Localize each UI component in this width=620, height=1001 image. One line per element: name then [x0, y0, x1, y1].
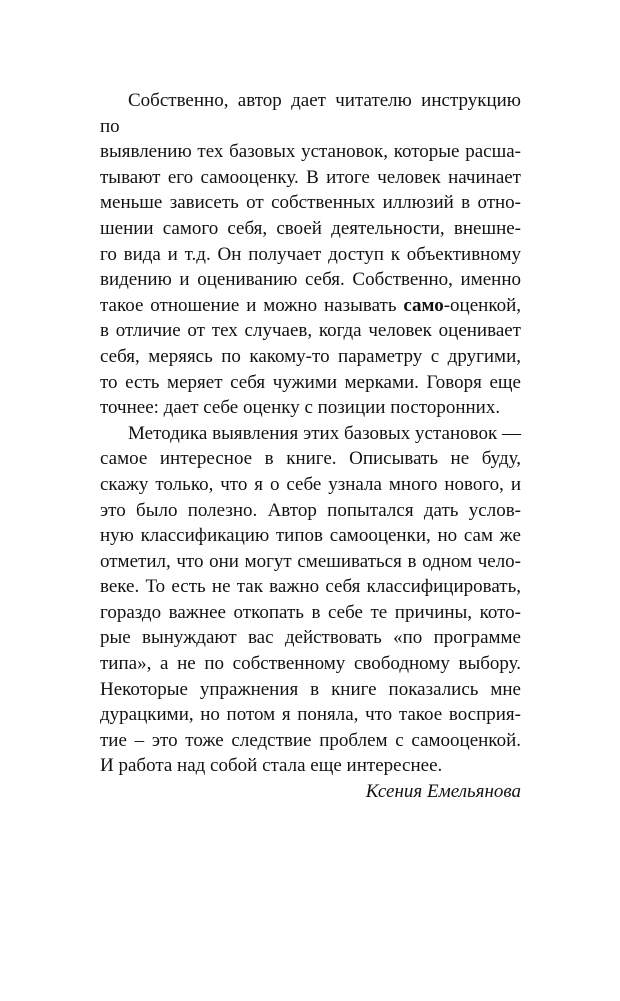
text-line: [100, 779, 521, 805]
text-line: [100, 600, 521, 626]
text-segment: отметил, что они могут смешиваться в одном чело-: [100, 550, 521, 572]
text-segment: -оценкой,: [443, 294, 521, 316]
text-segment: тывают его самооценку. В итоге человек начинает: [100, 166, 521, 188]
text-segment: Ксения Емельянова: [365, 781, 521, 803]
text-segment: Собственно, автор дает читателю инструкцию по: [100, 90, 521, 137]
text-line: [100, 574, 521, 600]
text-segment: рые вынуждают вас действовать «по программе: [100, 627, 521, 649]
text-line: [100, 498, 521, 524]
text-segment: Методика выявления этих базовых установок —: [128, 422, 521, 444]
text-segment: видению и оцениванию себя. Собственно, именно: [100, 269, 521, 291]
text-line: [100, 625, 521, 651]
bold-text: само: [403, 294, 444, 316]
text-line: [100, 88, 521, 139]
text-line: [100, 267, 521, 293]
text-segment: Некоторые упражнения в книге показались мне: [100, 678, 521, 700]
text-segment: дурацкими, но потом я поняла, что такое восприя-: [100, 704, 521, 726]
text-line: [100, 446, 521, 472]
text-line: [100, 702, 521, 728]
text-line: [100, 549, 521, 575]
text-line: [100, 651, 521, 677]
text-line: [100, 421, 521, 447]
text-line: [100, 318, 521, 344]
page-text: [100, 88, 521, 805]
text-line: [100, 753, 521, 779]
text-segment: точнее: дает себе оценку с позиции посторонних.: [100, 397, 501, 419]
text-line: [100, 139, 521, 165]
text-segment: скажу только, что я о себе узнала много нового, и: [100, 473, 521, 495]
text-line: [100, 165, 521, 191]
text-line: [100, 472, 521, 498]
text-segment: типа», а не по собственному свободному выбору.: [100, 653, 521, 675]
text-segment: самое интересное в книге. Описывать не буду,: [100, 448, 521, 470]
text-line: [100, 370, 521, 396]
text-line: [100, 242, 521, 268]
text-line: [100, 190, 521, 216]
text-line: [100, 677, 521, 703]
text-segment: тие – это тоже следствие проблем с самооценкой.: [100, 729, 521, 751]
text-segment: И работа над собой стала еще интереснее.: [100, 755, 443, 777]
text-segment: го вида и т.д. Он получает доступ к объективному: [100, 243, 521, 265]
text-line: [100, 344, 521, 370]
text-segment: веке. То есть не так важно себя классифицировать,: [100, 576, 521, 598]
text-segment: в отличие от тех случаев, когда человек оценивает: [100, 320, 521, 342]
text-line: [100, 523, 521, 549]
text-line: [100, 216, 521, 242]
text-line: [100, 728, 521, 754]
text-segment: то есть меряет себя чужими мерками. Говоря еще: [100, 371, 521, 393]
text-segment: гораздо важнее откопать в себе те причины, кото-: [100, 601, 521, 623]
text-segment: себя, меряясь по какому-то параметру с другими,: [100, 345, 521, 367]
text-line: [100, 395, 521, 421]
text-segment: ную классификацию типов самооценки, но сам же: [100, 525, 521, 547]
text-segment: шении самого себя, своей деятельности, внешне-: [100, 217, 521, 239]
text-segment: выявлению тех базовых установок, которые расша-: [100, 141, 521, 163]
text-segment: меньше зависеть от собственных иллюзий в отно-: [100, 192, 521, 214]
text-segment: такое отношение и можно называть: [100, 294, 404, 316]
text-line: [100, 293, 521, 319]
text-segment: это было полезно. Автор попытался дать услов-: [100, 499, 521, 521]
